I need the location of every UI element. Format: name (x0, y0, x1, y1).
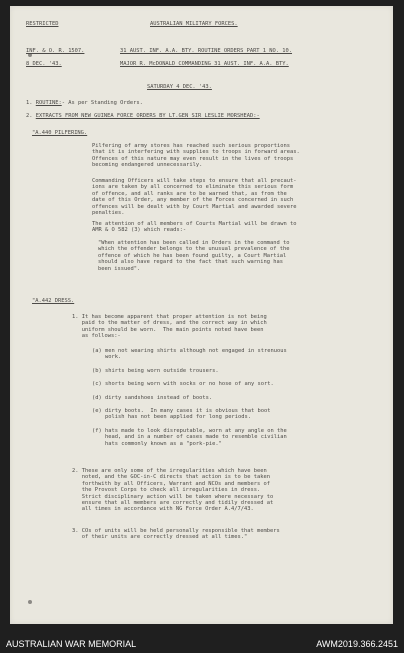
text-line: Commanding Officers will take steps to ensure that all precaut- (92, 178, 297, 184)
order-reference: INF. & O. R. 1507. (26, 48, 85, 54)
text-line: ions are taken by all concerned to eliminate this serious form (92, 184, 294, 191)
dress-subitem (92, 348, 287, 361)
orders-title: 31 AUST. INF. A.A. BTY. ROUTINE ORDERS PART 1 NO. 10. (120, 48, 293, 54)
footer-credit: AUSTRALIAN WAR MEMORIAL (6, 639, 137, 649)
dress-subitem (92, 381, 287, 387)
text-line: (f) hats made to look disreputable, worn at any angle on the (92, 427, 287, 434)
text-line: (b) shirts being worn outside trousers. (92, 367, 219, 374)
classification: RESTRICTED (26, 21, 59, 27)
text-line: noted, and the GOC-in-C directs that action is to be taken (72, 474, 270, 481)
text-line: Pilfering of army stores has reached such serious proportions (92, 143, 290, 149)
text-line: Strict disciplinary action will be taken where necessary to (72, 493, 274, 500)
text-line: forthwith by all Officers, Warrant and NCOs and members of (72, 480, 270, 487)
quote-line: which the offender belongs to the unusual prevalence of the (98, 246, 290, 253)
footer-bar (0, 634, 404, 653)
text-line: offences will be dealt with by Court Martial and awarded severe (92, 203, 297, 210)
text-line: (a) men not wearing shirts although not engaged in strenuous (92, 348, 287, 354)
text-line: Offences of this nature may even result in the lives of troops (92, 155, 294, 162)
text-line: paid to the matter of dress, and the correct way in which (72, 320, 267, 327)
text-line: ensure that all members are correctly and tidily dressed at (72, 500, 274, 507)
text-line: 3. COs of units will be held personally responsible that members (72, 528, 280, 534)
text-line: (e) dirty boots. In many cases it is obvious that boot (92, 408, 271, 415)
dress-para-1 (72, 314, 267, 340)
text-line: head, and in a number of cases made to resemble civilian (92, 434, 287, 441)
section-title-pilfering: "A.440 PILFERING. (32, 130, 88, 136)
text-line: (c) shorts being worn with socks or no hose of any sort. (92, 381, 274, 388)
quote-line: "When attention has been called in Orders in the command to (98, 240, 290, 246)
dress-subitem (92, 428, 287, 447)
dress-subitem (92, 395, 287, 401)
document-page (10, 6, 393, 624)
force-title: AUSTRALIAN MILITARY FORCES. (150, 21, 238, 27)
text-line: penalties. (92, 210, 125, 217)
date-line: SATURDAY 4 DEC. '43. (147, 84, 212, 90)
punch-hole (28, 600, 32, 604)
text-line: 2. These are only some of the irregularities which have been (72, 468, 267, 474)
item-1: 1. ROUTINE:- As per Standing Orders. (26, 100, 143, 106)
text-line: polish has not been applied for long periods. (92, 414, 252, 421)
text-line: (d) dirty sandshoes instead of boots. (92, 394, 213, 401)
dress-para-2 (72, 468, 273, 513)
text-line: becoming endangered unnecessarily. (92, 162, 203, 169)
text-line: of their units are correctly dressed at all times." (72, 534, 248, 541)
section-title-dress: "A.442 DRESS. (32, 298, 75, 304)
footer-accession: AWM2019.366.2451 (316, 639, 398, 649)
quote-line: should also have regard to the fact that such warning has (98, 259, 283, 266)
pilfering-para-1 (92, 143, 300, 169)
text-line: all times in accordance with NG Force Order A.4/7/43. (72, 506, 254, 513)
text-line: that it is interfering with supplies to troops in forward areas. (92, 149, 300, 156)
dress-subitem (92, 368, 287, 374)
dress-subitems (92, 348, 287, 454)
text-line: work. (92, 354, 122, 361)
text-line: hats commonly known as a "pork-pie." (92, 440, 222, 447)
commanding-line: MAJOR R. McDONALD COMMANDING 31 AUST. INF. A.A. BTY. (120, 61, 289, 67)
text-line: The attention of all members of Courts Martial will be drawn to (92, 221, 297, 227)
text-line: uniform should be worn. The main points noted have been (72, 326, 264, 333)
order-date: 8 DEC. '43. (26, 61, 62, 67)
text-line: AMR & O 582 (3) which reads:- (92, 227, 187, 234)
quote-line: been issued". (98, 265, 141, 272)
dress-para-3 (72, 528, 280, 541)
text-line: the Provost Corps to check all irregularities in dress. (72, 487, 261, 494)
quote-line: offence of which he has been found guilty, a Court Martial (98, 252, 287, 259)
pilfering-quote (98, 240, 289, 272)
dress-subitem (92, 408, 287, 421)
pilfering-para-2 (92, 178, 296, 216)
text-line: of offence, and all ranks are to be warned that, as from the (92, 190, 287, 197)
item-2: 2. EXTRACTS FROM NEW GUINEA FORCE ORDERS BY LT.GEN SIR LESLIE MORSHEAD:- (26, 113, 260, 119)
text-line: as follows:- (72, 333, 121, 340)
pilfering-para-3 (92, 221, 296, 234)
text-line: 1. It has become apparent that proper attention is not being (72, 314, 267, 320)
text-line: date of this Order, any member of the Forces concerned in such (92, 197, 294, 204)
